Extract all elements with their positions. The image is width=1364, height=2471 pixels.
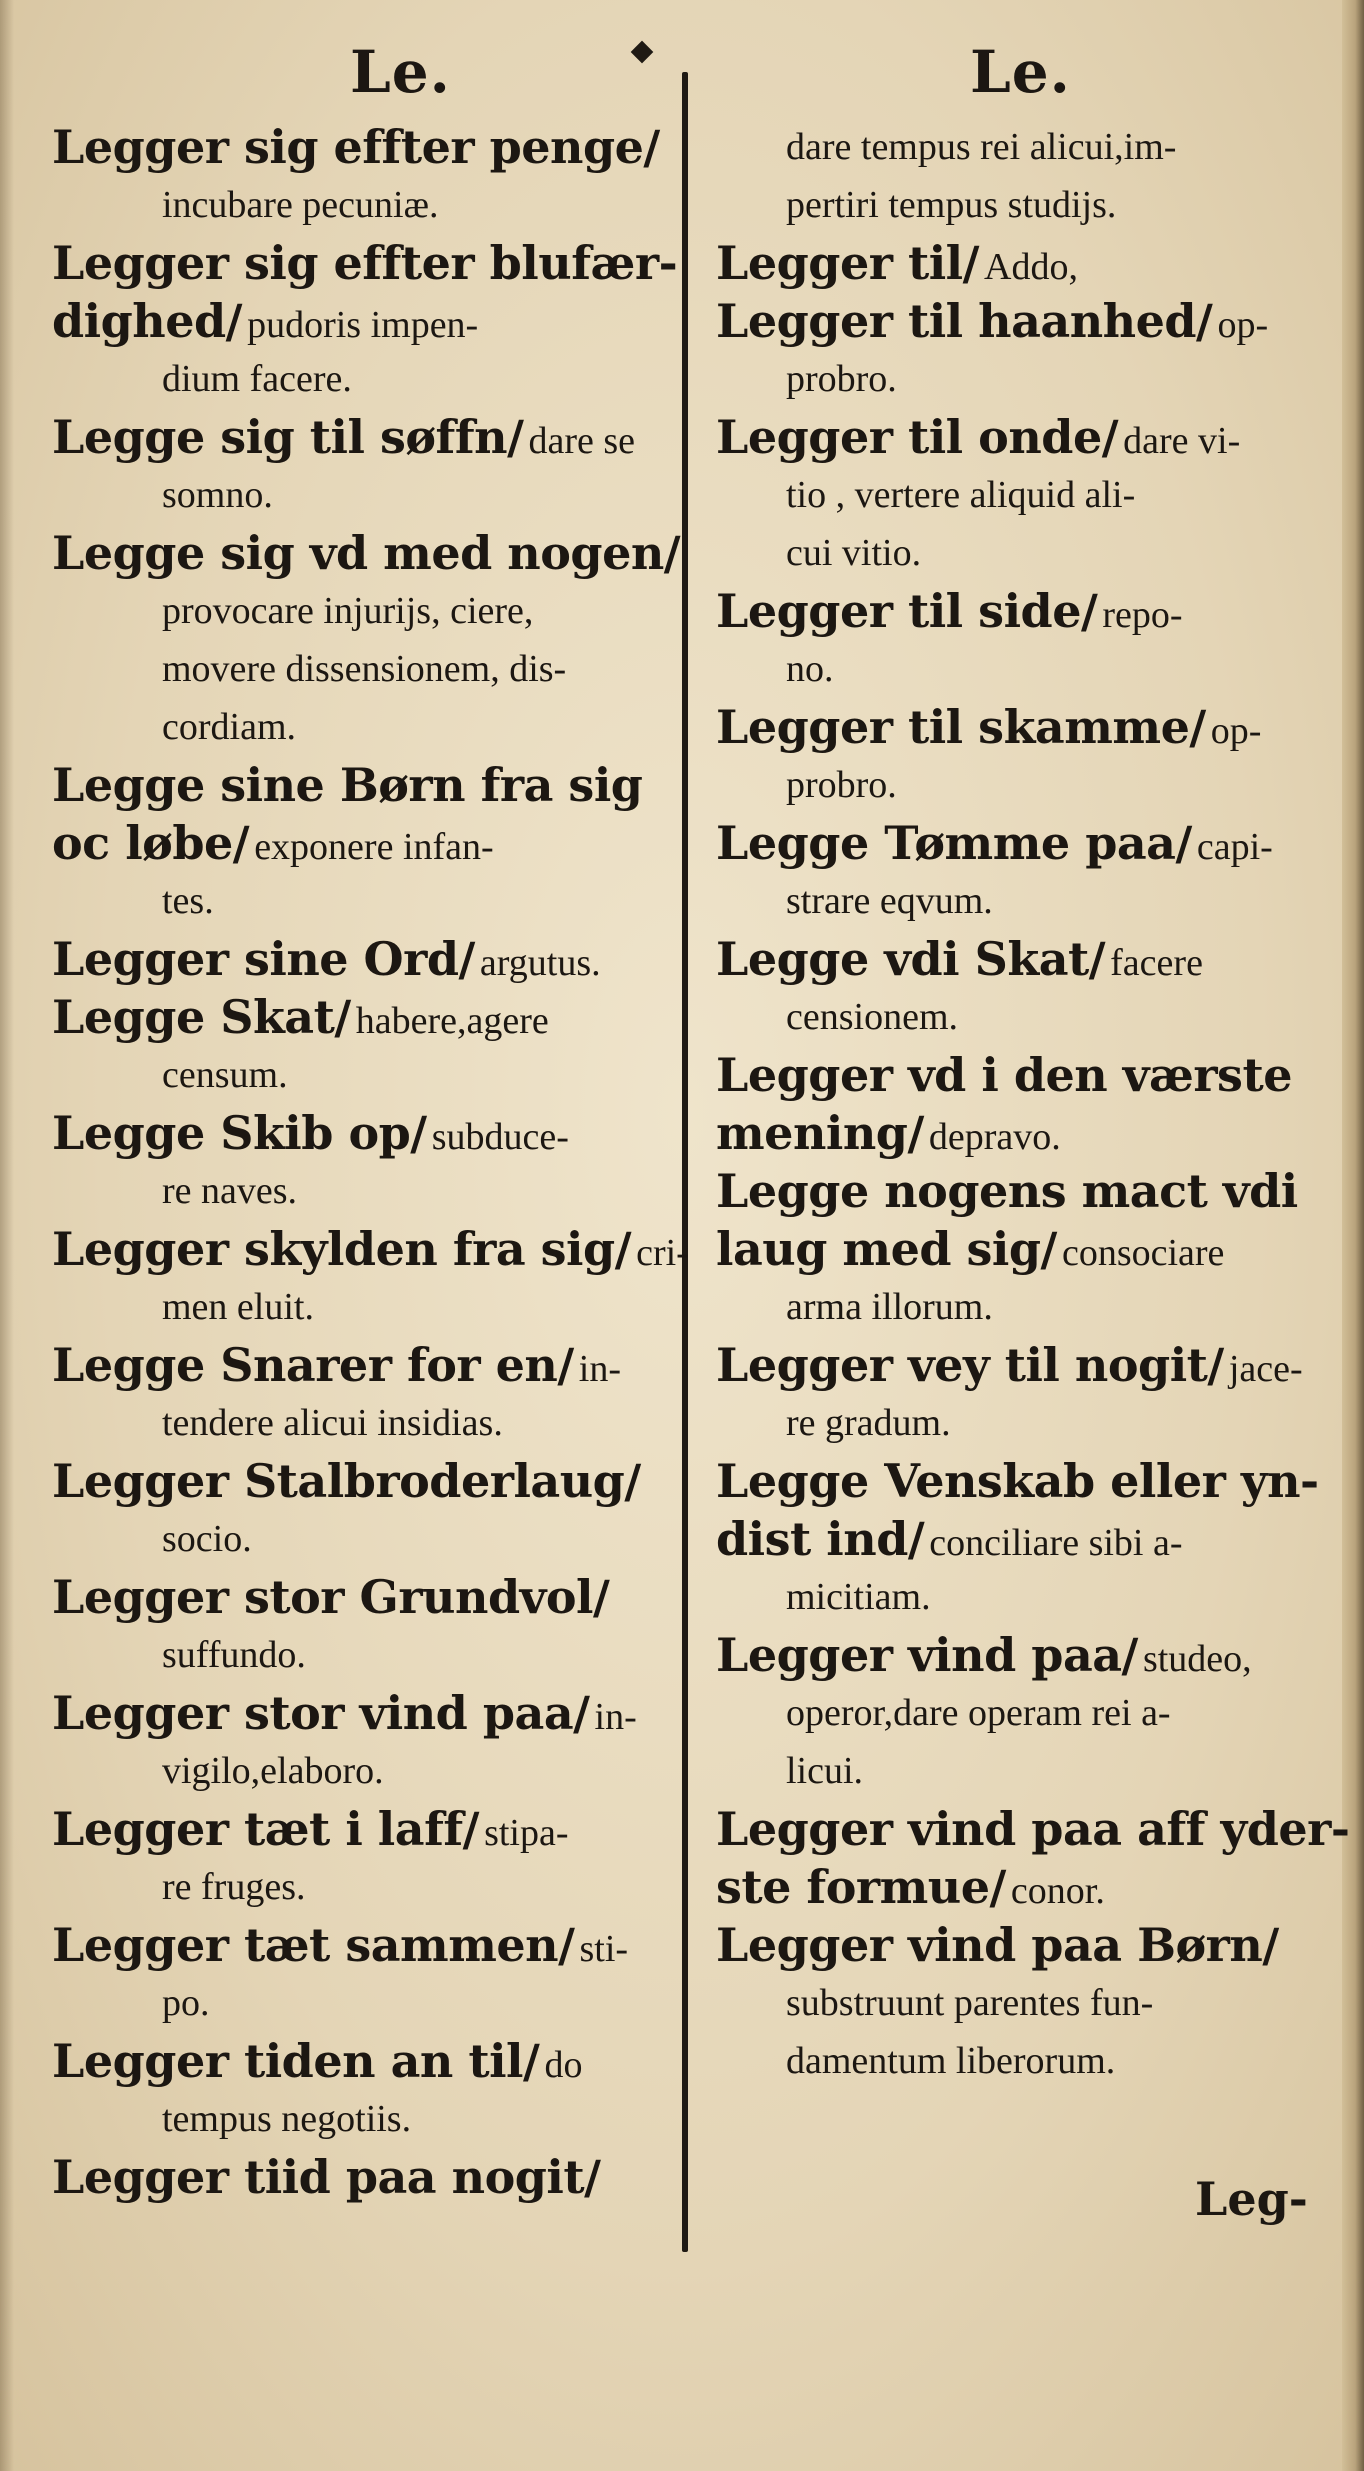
headword: Legger tæt i laff/ bbox=[52, 1802, 479, 1856]
dictionary-line bbox=[716, 1684, 1336, 1742]
latin-gloss: cri- bbox=[636, 1232, 689, 1274]
dictionary-line bbox=[716, 1104, 1336, 1162]
latin-gloss: operor,dare operam rei a- bbox=[786, 1692, 1171, 1734]
dictionary-line bbox=[716, 466, 1336, 524]
dictionary-line bbox=[52, 698, 684, 756]
latin-gloss: probro. bbox=[786, 764, 897, 806]
headword: Legger tiden an til/ bbox=[52, 2034, 540, 2088]
dictionary-line bbox=[52, 234, 684, 292]
book-spine-edge bbox=[1342, 0, 1364, 2471]
running-head-left: Le. bbox=[350, 38, 451, 106]
dictionary-line bbox=[52, 1510, 684, 1568]
dictionary-line bbox=[716, 176, 1336, 234]
headword: Legge Tømme paa/ bbox=[716, 816, 1192, 870]
dictionary-line bbox=[52, 814, 684, 872]
dictionary-line bbox=[716, 988, 1336, 1046]
dictionary-line bbox=[52, 1452, 684, 1510]
latin-gloss: damentum liberorum. bbox=[786, 2040, 1116, 2082]
headword: Legge Skib op/ bbox=[52, 1106, 427, 1160]
dictionary-line bbox=[716, 408, 1336, 466]
dictionary-line bbox=[52, 1568, 684, 1626]
latin-gloss: capi- bbox=[1196, 826, 1273, 868]
latin-gloss: substruunt parentes fun- bbox=[786, 1982, 1154, 2024]
dictionary-line bbox=[716, 1510, 1336, 1568]
latin-gloss: cordiam. bbox=[162, 706, 297, 748]
headword: Legger til/ bbox=[716, 236, 979, 290]
latin-gloss: jace- bbox=[1228, 1348, 1303, 1390]
latin-gloss: Addo, bbox=[984, 246, 1078, 288]
dictionary-line bbox=[52, 2148, 684, 2206]
dictionary-line bbox=[716, 1800, 1350, 1858]
dictionary-line bbox=[716, 1452, 1336, 1510]
page-left-edge-shadow bbox=[0, 0, 14, 2471]
dictionary-line bbox=[716, 350, 1336, 408]
latin-gloss: dare se bbox=[528, 420, 636, 462]
dictionary-line bbox=[52, 1336, 684, 1394]
latin-gloss: po. bbox=[162, 1982, 210, 2024]
latin-gloss: men eluit. bbox=[162, 1286, 314, 1328]
latin-gloss: depravo. bbox=[928, 1116, 1061, 1158]
headword: Legge Venskab eller yn- bbox=[716, 1454, 1319, 1508]
dictionary-line bbox=[52, 1394, 684, 1452]
latin-gloss: pudoris impen- bbox=[247, 304, 479, 346]
dictionary-line bbox=[716, 1858, 1336, 1916]
latin-gloss: sti- bbox=[579, 1928, 629, 1970]
latin-gloss: facere bbox=[1110, 942, 1203, 984]
dictionary-line bbox=[52, 176, 684, 234]
latin-gloss: cui vitio. bbox=[786, 532, 922, 574]
dictionary-line bbox=[52, 292, 684, 350]
latin-gloss: exponere infan- bbox=[254, 826, 494, 868]
dictionary-line bbox=[52, 872, 684, 930]
dictionary-line bbox=[52, 582, 684, 640]
headword: Legge sig vd med nogen/ bbox=[52, 526, 681, 580]
headword: Legger tæt sammen/ bbox=[52, 1918, 575, 1972]
headword: Legger stor vind paa/ bbox=[52, 1686, 590, 1740]
headword: dist ind/ bbox=[716, 1512, 925, 1566]
dictionary-line bbox=[716, 582, 1336, 640]
latin-gloss: no. bbox=[786, 648, 834, 690]
latin-gloss: conciliare sibi a- bbox=[929, 1522, 1183, 1564]
headword: Legger Stalbroderlaug/ bbox=[52, 1454, 641, 1508]
latin-gloss: incubare pecuniæ. bbox=[162, 184, 439, 226]
right-column bbox=[716, 118, 1350, 2090]
latin-gloss: somno. bbox=[162, 474, 273, 516]
dictionary-line bbox=[716, 292, 1336, 350]
dictionary-line bbox=[716, 930, 1336, 988]
dictionary-line bbox=[716, 1336, 1336, 1394]
latin-gloss: suffundo. bbox=[162, 1634, 306, 1676]
dictionary-line bbox=[716, 1568, 1336, 1626]
dictionary-line bbox=[52, 1162, 684, 1220]
latin-gloss: re naves. bbox=[162, 1170, 298, 1212]
latin-gloss: studeo, bbox=[1142, 1638, 1252, 1680]
dictionary-line bbox=[716, 524, 1336, 582]
latin-gloss: op- bbox=[1217, 304, 1269, 346]
dictionary-line bbox=[716, 234, 1336, 292]
latin-gloss: movere dissensionem, dis- bbox=[162, 648, 567, 690]
left-column bbox=[52, 118, 689, 2206]
headword: mening/ bbox=[716, 1106, 924, 1160]
latin-gloss: probro. bbox=[786, 358, 897, 400]
latin-gloss: socio. bbox=[162, 1518, 252, 1560]
latin-gloss: dare tempus rei alicui,im- bbox=[786, 126, 1177, 168]
dictionary-line bbox=[716, 814, 1336, 872]
headword: Legge nogens mact vdi bbox=[716, 1164, 1298, 1218]
latin-gloss: op- bbox=[1210, 710, 1262, 752]
latin-gloss: arma illorum. bbox=[786, 1286, 993, 1328]
latin-gloss: provocare injurijs, ciere, bbox=[162, 590, 534, 632]
headword: Legge Snarer for en/ bbox=[52, 1338, 574, 1392]
dictionary-line bbox=[716, 1220, 1336, 1278]
dictionary-line bbox=[52, 988, 684, 1046]
headword: Legger vind paa aff yder- bbox=[716, 1802, 1350, 1856]
latin-gloss: habere,agere bbox=[355, 1000, 549, 1042]
dictionary-line bbox=[52, 466, 684, 524]
headword: Legger vd i den værste bbox=[716, 1048, 1292, 1102]
dictionary-line bbox=[52, 350, 684, 408]
dictionary-line bbox=[52, 1220, 689, 1278]
ornament-dot-icon bbox=[631, 41, 654, 64]
latin-gloss: re gradum. bbox=[786, 1402, 951, 1444]
latin-gloss: micitiam. bbox=[786, 1576, 931, 1618]
headword: oc løbe/ bbox=[52, 816, 250, 870]
headword: Legge sig til søffn/ bbox=[52, 410, 524, 464]
latin-gloss: tes. bbox=[162, 880, 214, 922]
dictionary-line bbox=[716, 1742, 1336, 1800]
dictionary-line bbox=[52, 640, 684, 698]
latin-gloss: strare eqvum. bbox=[786, 880, 993, 922]
latin-gloss: tempus negotiis. bbox=[162, 2098, 412, 2140]
dictionary-line bbox=[716, 1162, 1336, 1220]
headword: Legger vey til nogit/ bbox=[716, 1338, 1224, 1392]
headword: Legger til side/ bbox=[716, 584, 1098, 638]
dictionary-line bbox=[52, 1684, 684, 1742]
latin-gloss: tendere alicui insidias. bbox=[162, 1402, 503, 1444]
headword: ste formue/ bbox=[716, 1860, 1006, 1914]
dictionary-line bbox=[52, 524, 684, 582]
latin-gloss: censionem. bbox=[786, 996, 959, 1038]
latin-gloss: pertiri tempus studijs. bbox=[786, 184, 1117, 226]
latin-gloss: repo- bbox=[1102, 594, 1183, 636]
dictionary-line bbox=[52, 2090, 684, 2148]
dictionary-line bbox=[52, 1916, 684, 1974]
headword: laug med sig/ bbox=[716, 1222, 1057, 1276]
dictionary-line bbox=[52, 756, 684, 814]
dictionary-line bbox=[716, 1626, 1336, 1684]
dictionary-line bbox=[52, 1278, 684, 1336]
latin-gloss: censum. bbox=[162, 1054, 288, 1096]
latin-gloss: do bbox=[544, 2044, 583, 2086]
dictionary-line bbox=[52, 1858, 684, 1916]
dictionary-line bbox=[716, 756, 1336, 814]
latin-gloss: tio , vertere aliquid ali- bbox=[786, 474, 1136, 516]
dictionary-line bbox=[52, 930, 684, 988]
headword: Legge vdi Skat/ bbox=[716, 932, 1106, 986]
headword: Legger til onde/ bbox=[716, 410, 1119, 464]
latin-gloss: vigilo,elaboro. bbox=[162, 1750, 384, 1792]
dictionary-line bbox=[52, 1626, 684, 1684]
dictionary-line bbox=[716, 1278, 1336, 1336]
dictionary-line bbox=[52, 408, 684, 466]
dictionary-line bbox=[52, 1046, 684, 1104]
headword: Legge sine Børn fra sig bbox=[52, 758, 643, 812]
dictionary-line bbox=[716, 1916, 1336, 1974]
dictionary-line bbox=[716, 698, 1336, 756]
latin-gloss: in- bbox=[594, 1696, 637, 1738]
latin-gloss: dare vi- bbox=[1123, 420, 1241, 462]
headword: Legger sine Ord/ bbox=[52, 932, 475, 986]
dictionary-line bbox=[716, 2032, 1336, 2090]
latin-gloss: conor. bbox=[1010, 1870, 1105, 1912]
running-head-right: Le. bbox=[970, 38, 1071, 106]
latin-gloss: in- bbox=[578, 1348, 621, 1390]
headword: dighed/ bbox=[52, 294, 242, 348]
latin-gloss: subduce- bbox=[431, 1116, 569, 1158]
latin-gloss: consociare bbox=[1061, 1232, 1225, 1274]
latin-gloss: dium facere. bbox=[162, 358, 352, 400]
latin-gloss: stipa- bbox=[484, 1812, 569, 1854]
dictionary-line bbox=[716, 1394, 1336, 1452]
dictionary-line bbox=[716, 872, 1336, 930]
headword: Legger vind paa/ bbox=[716, 1628, 1138, 1682]
headword: Legger vind paa Børn/ bbox=[716, 1918, 1279, 1972]
headword: Legger til haanhed/ bbox=[716, 294, 1213, 348]
headword: Legger tiid paa nogit/ bbox=[52, 2150, 601, 2204]
latin-gloss: argutus. bbox=[479, 942, 601, 984]
dictionary-line bbox=[52, 1974, 684, 2032]
dictionary-line bbox=[52, 1104, 684, 1162]
dictionary-line bbox=[716, 1974, 1336, 2032]
dictionary-line bbox=[52, 118, 684, 176]
headword: Legger sig effter blufær- bbox=[52, 236, 678, 290]
dictionary-line bbox=[52, 1742, 684, 1800]
latin-gloss: licui. bbox=[786, 1750, 864, 1792]
dictionary-line bbox=[52, 2032, 684, 2090]
headword: Legger skylden fra sig/ bbox=[52, 1222, 631, 1276]
headword: Legger stor Grundvol/ bbox=[52, 1570, 610, 1624]
dictionary-line bbox=[716, 118, 1336, 176]
headword: Legge Skat/ bbox=[52, 990, 351, 1044]
catchword: Leg- bbox=[1195, 2172, 1308, 2226]
headword: Legger sig effter penge/ bbox=[52, 120, 660, 174]
latin-gloss: re fruges. bbox=[162, 1866, 306, 1908]
dictionary-line bbox=[716, 1046, 1336, 1104]
headword: Legger til skamme/ bbox=[716, 700, 1206, 754]
dictionary-line bbox=[716, 640, 1336, 698]
dictionary-line bbox=[52, 1800, 684, 1858]
